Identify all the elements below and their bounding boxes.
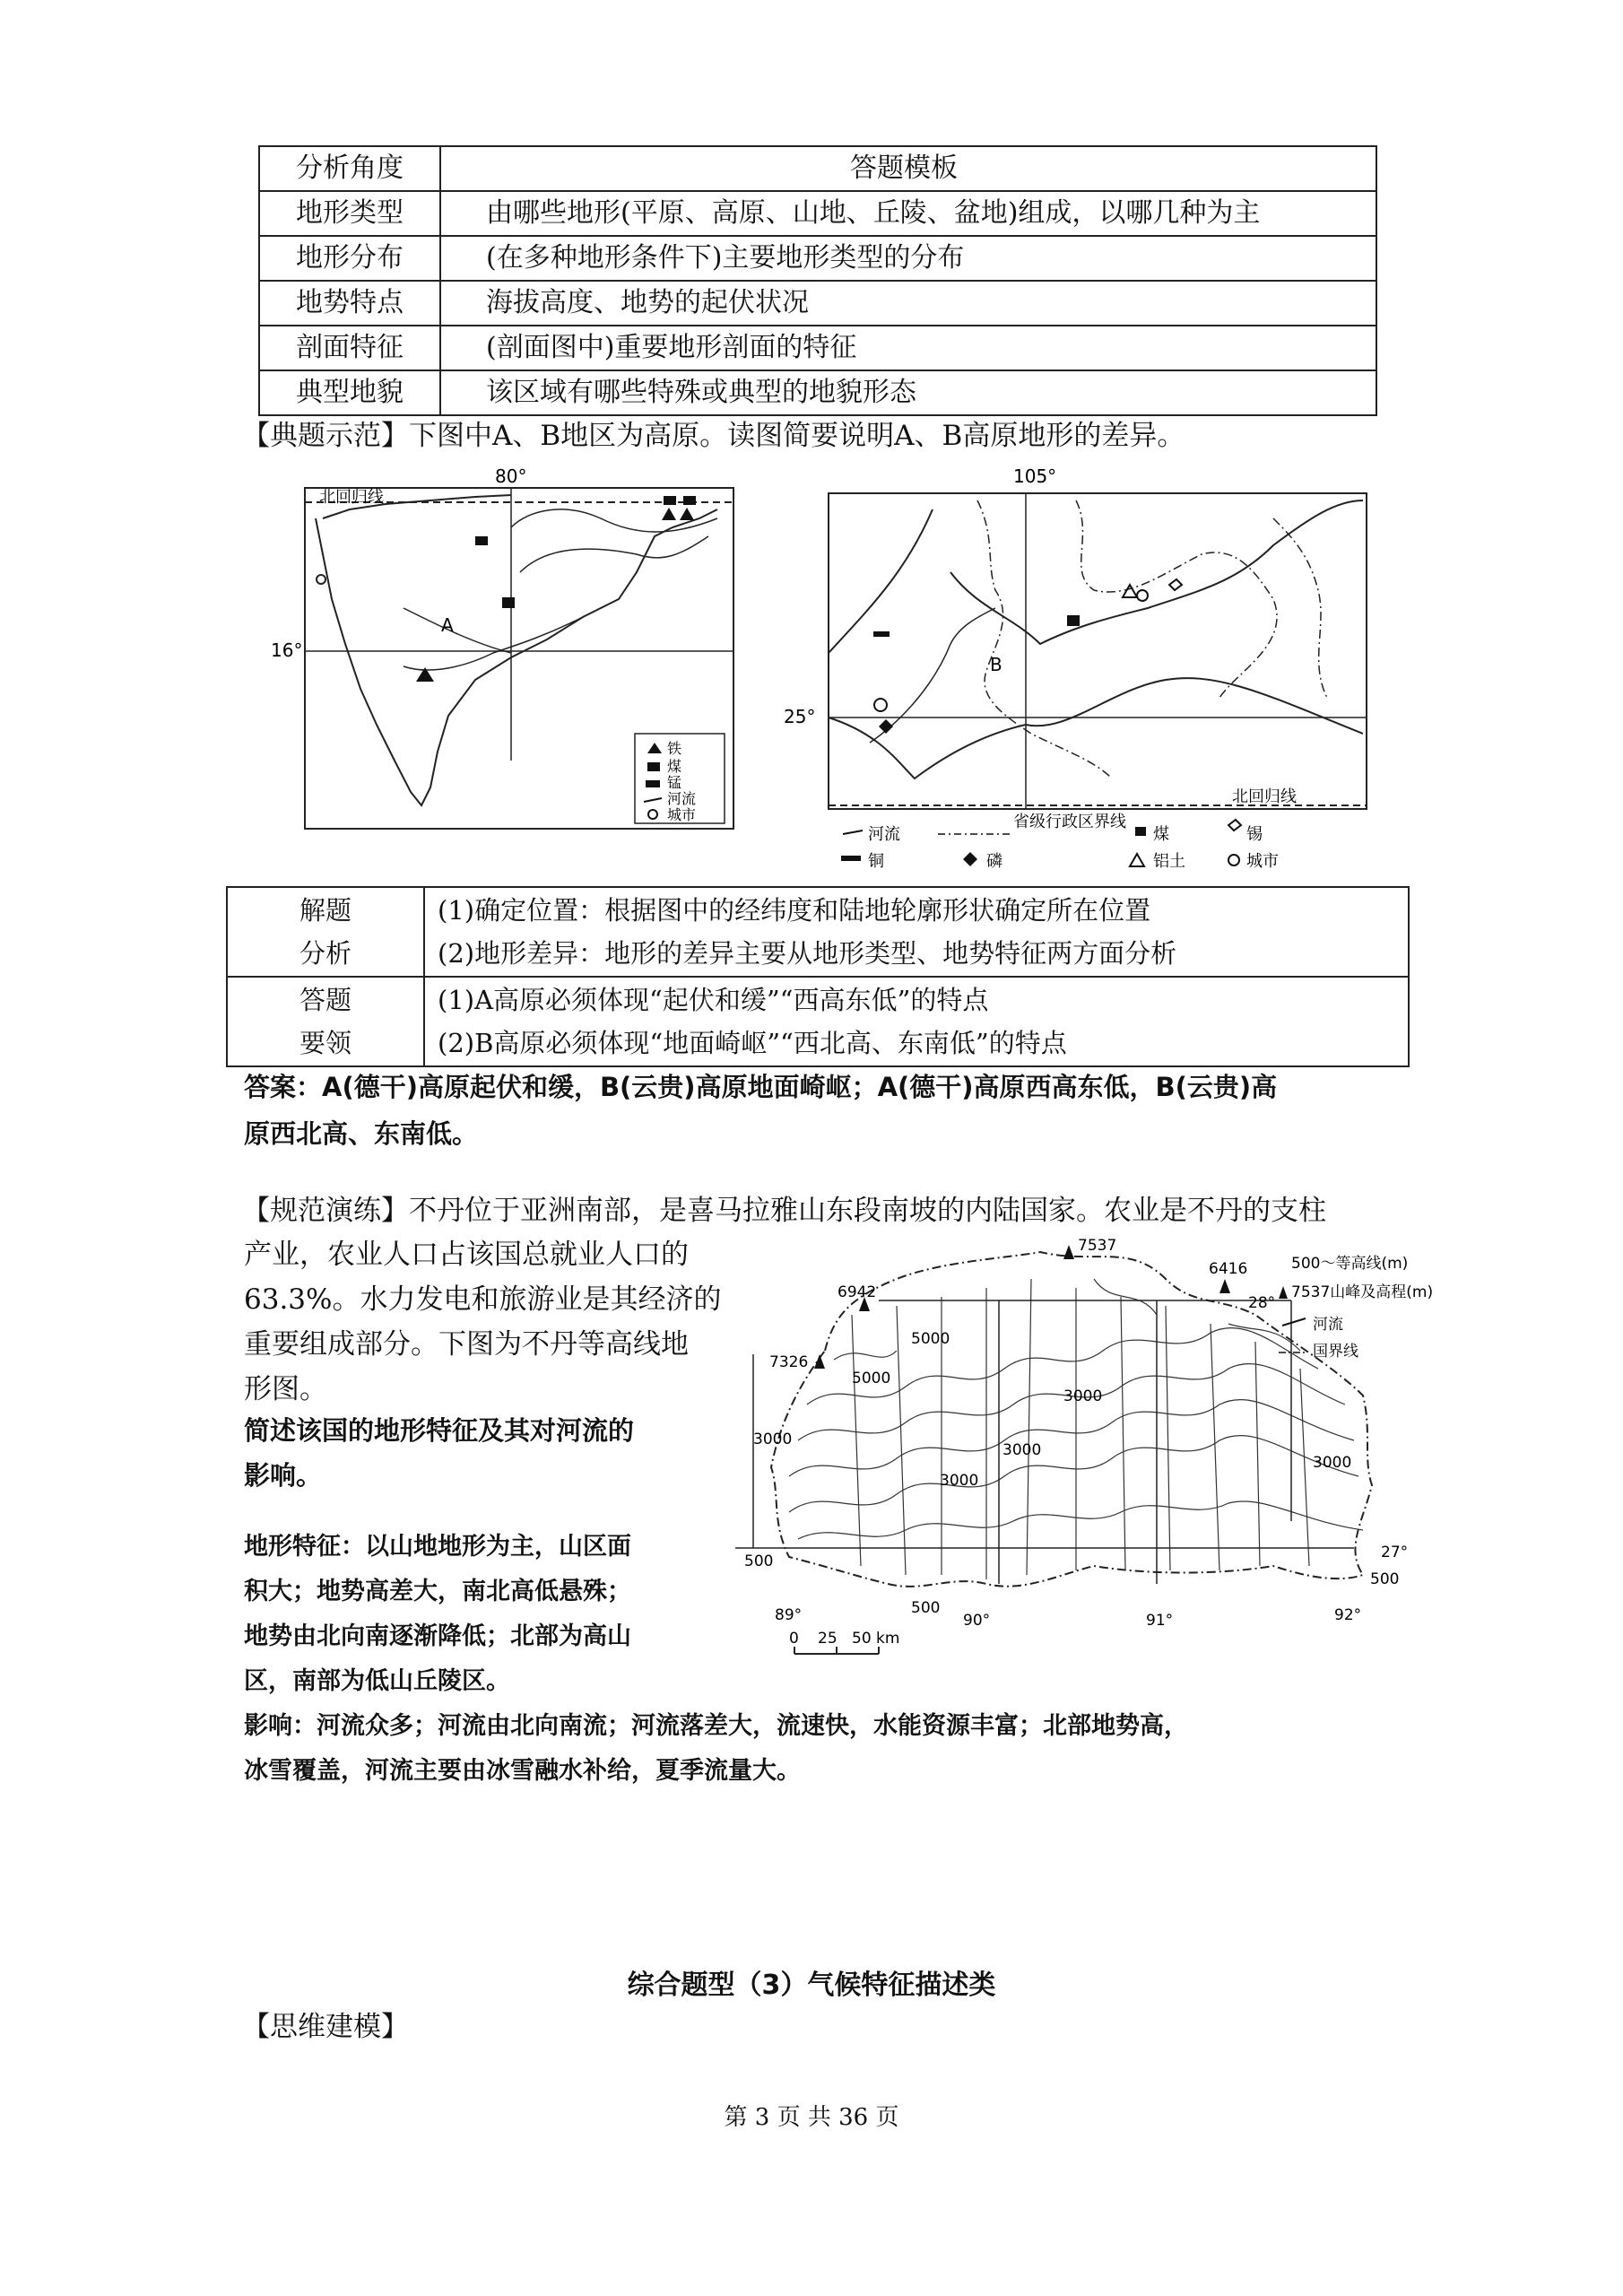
analysis-value: (1)确定位置：根据图中的经纬度和陆地轮廓形状确定所在位置 (2)地形差异：地形的差异主要从地形类型、地势特征两方面分析: [424, 887, 1409, 977]
legend-river: 河流: [667, 790, 697, 807]
contour-label: 3000: [1002, 1441, 1042, 1459]
lon-label: 92°: [1334, 1606, 1362, 1624]
template-table: [258, 145, 1377, 416]
lon-label: 91°: [1146, 1612, 1174, 1630]
legend-copper: 铜: [868, 852, 884, 871]
analysis-table: [226, 886, 1410, 1067]
example-intro: 【典题示范】下图中A、B地区为高原。读图简要说明A、B高原地形的差异。: [242, 420, 1185, 452]
contour-label: 3000: [753, 1431, 793, 1448]
table-cell: (剖面图中)重要地形剖面的特征: [440, 326, 1376, 370]
analysis-key: 解题 分析: [227, 887, 424, 977]
table-cell: 地形类型: [259, 191, 440, 236]
analysis-value: (1)A高原必须体现“起伏和缓”“西高东低”的特点 (2)B高原必须体现“地面崎岖”“西北高、东南低”的特点: [424, 977, 1409, 1066]
section-title: 综合题型（3）气候特征描述类: [627, 1970, 996, 2001]
map-b-region-label: B: [990, 654, 1002, 675]
contour-label: 5000: [852, 1370, 891, 1387]
table-cell: 海拔高度、地势的起伏状况: [440, 281, 1376, 326]
lat-label: 27°: [1381, 1544, 1409, 1561]
peak-label: 6416: [1209, 1260, 1248, 1278]
lat-label: 28°: [1248, 1294, 1276, 1312]
table-cell: 该区域有哪些特殊或典型的地貌形态: [440, 370, 1376, 415]
contour-label: 500: [744, 1552, 774, 1570]
legend-coal: 煤: [667, 758, 682, 775]
practice-terrain-answer: 地形特征：以山地地形为主，山区面 积大；地势高差大，南北高低悬殊； 地势由北向南逐渐降低；北部为高山 区，南部为低山丘陵区。: [244, 1533, 631, 1695]
legend-coal: 煤: [1153, 825, 1169, 844]
map-b-lon-label: 105°: [1013, 465, 1057, 487]
contour-label: 3000: [1063, 1387, 1103, 1405]
table-cell: 地形分布: [259, 236, 440, 281]
practice-question: 简述该国的地形特征及其对河流的 影响。: [244, 1415, 635, 1491]
legend-tin: 锡: [1246, 825, 1263, 844]
bhutan-contour-map: [717, 1225, 1435, 1674]
table-cell: (在多种地形条件下)主要地形类型的分布: [440, 236, 1376, 281]
practice-intro: 【规范演练】不丹位于亚洲南部，是喜马拉雅山东段南坡的内陆国家。农业是不丹的支柱: [242, 1195, 1326, 1227]
table-cell: 地势特点: [259, 281, 440, 326]
lon-label: 90°: [963, 1612, 991, 1630]
contour-label: 5000: [911, 1330, 950, 1348]
contour-label: 3000: [940, 1472, 979, 1490]
legend-iron: 铁: [667, 740, 682, 757]
legend-boundary: 省级行政区界线: [1013, 813, 1126, 831]
table-cell: 典型地貌: [259, 370, 440, 415]
practice-body: 产业，农业人口占该国总就业人口的 63.3%。水力发电和旅游业是其经济的 重要组成部分。下图为不丹等高线地 形图。: [244, 1239, 722, 1405]
table-header: 答题模板: [440, 146, 1376, 191]
legend-manganese: 锰: [667, 774, 682, 791]
map-a-lon-label: 80°: [495, 465, 527, 487]
lon-label: 89°: [775, 1606, 803, 1624]
legend-contour: 500～等高线(m): [1291, 1255, 1409, 1273]
practice-impact-answer: 影响：河流众多；河流由北向南流；河流落差大，流速快，水能资源丰富；北部地势高， 冰雪覆盖，河流主要由冰雪融水补给，夏季流量大。: [244, 1712, 1188, 1785]
example-answer: 答案：A(德干)高原起伏和缓，B(云贵)高原地面崎岖；A(德干)高原西高东低，B(云贵)高 原西北高、东南低。: [244, 1072, 1278, 1149]
legend-city: 城市: [667, 806, 697, 823]
section-subheading: 【思维建模】: [242, 2011, 409, 2043]
map-a-tropic-label: 北回归线: [319, 488, 384, 507]
scale-label: 0: [789, 1630, 799, 1648]
legend-bauxite: 铝土: [1153, 852, 1185, 871]
peak-label: 6942: [838, 1283, 877, 1301]
legend-border: 国界线: [1313, 1343, 1358, 1361]
table-cell: 剖面特征: [259, 326, 440, 370]
legend-city: 城市: [1246, 852, 1279, 871]
map-b-tropic-label: 北回归线: [1232, 787, 1297, 806]
page-footer: 第 3 页 共 36 页: [724, 2104, 899, 2131]
legend-river: 河流: [1313, 1316, 1343, 1334]
legend-phosphorus: 磷: [986, 852, 1002, 871]
map-b-lat-label: 25°: [784, 706, 816, 727]
legend-peak: 7537山峰及高程(m): [1291, 1283, 1434, 1301]
map-a-india: [271, 465, 744, 850]
analysis-key: 答题 要领: [227, 977, 424, 1066]
map-a-region-label: A: [441, 614, 454, 636]
map-b-yungui: [771, 465, 1381, 879]
scale-label: 50 km: [852, 1630, 900, 1648]
table-header: 分析角度: [259, 146, 440, 191]
legend-river: 河流: [868, 825, 900, 844]
peak-label: 7537: [1078, 1237, 1117, 1255]
scale-label: 25: [818, 1630, 838, 1648]
contour-label: 500: [1370, 1570, 1400, 1588]
map-a-lat-label: 16°: [271, 639, 303, 661]
peak-label: 7326: [769, 1353, 809, 1371]
contour-label: 500: [911, 1599, 941, 1617]
contour-label: 3000: [1313, 1454, 1352, 1472]
table-cell: 由哪些地形(平原、高原、山地、丘陵、盆地)组成，以哪几种为主: [440, 191, 1376, 236]
